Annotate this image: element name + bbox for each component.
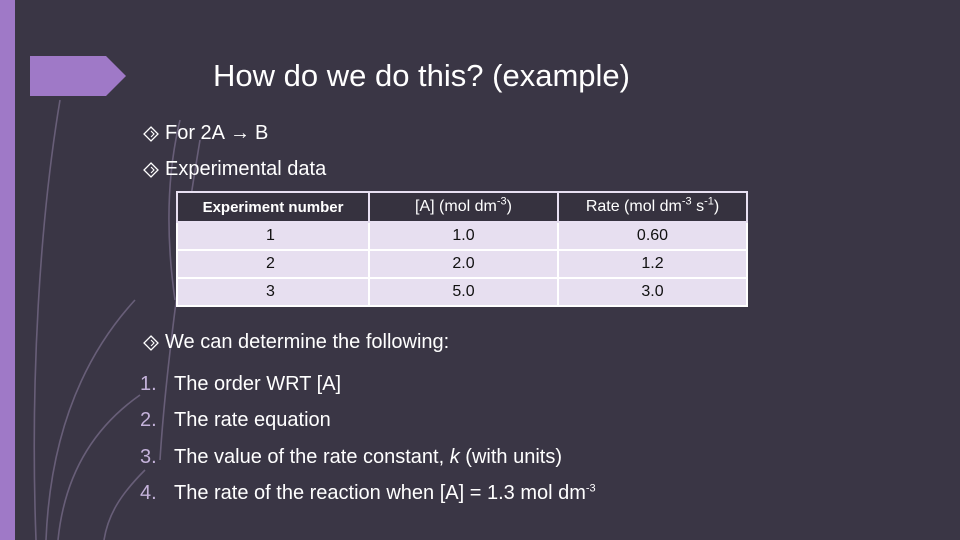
bullet-determine — [143, 331, 449, 354]
list-text — [174, 482, 596, 505]
cell-concentration: 2.0 — [369, 250, 558, 278]
cell-rate: 1.2 — [558, 250, 747, 278]
diamond-bullet-icon — [143, 126, 159, 142]
unit-superscript: -3 — [585, 482, 596, 495]
header-experiment-number: Experiment number — [177, 192, 369, 222]
bullet-text: Experimental data — [165, 158, 327, 180]
cell-experiment: 3 — [177, 278, 369, 306]
table-row — [177, 278, 747, 306]
list-number: 2. — [140, 409, 157, 432]
title-tab-shape — [30, 56, 126, 96]
slide-title: How do we do this? (example) — [213, 58, 630, 93]
cell-rate: 3.0 — [558, 278, 747, 306]
arrow-icon: → — [230, 122, 251, 144]
list-text-a: The value of the rate constant, — [174, 445, 450, 468]
cell-concentration: 1.0 — [369, 222, 558, 250]
list-item — [140, 476, 596, 513]
diamond-bullet-icon — [143, 335, 159, 351]
list-item — [140, 366, 596, 403]
table-header-row — [177, 192, 747, 222]
header-conc-text: [A] (mol dm — [415, 198, 497, 215]
list-item — [140, 403, 596, 440]
cell-concentration: 5.0 — [369, 278, 558, 306]
header-rate-sup2: -1 — [704, 195, 714, 208]
cell-experiment: 1 — [177, 222, 369, 250]
rate-constant-symbol: k — [449, 445, 460, 468]
accent-bar — [0, 0, 15, 540]
reaction-text-b: B — [255, 122, 269, 144]
list-text-a: The rate of the reaction when [A] = 1.3 mol dm — [174, 482, 586, 505]
header-rate-close: ) — [713, 198, 720, 215]
table-row — [177, 222, 747, 250]
list-text: The rate equation — [174, 409, 331, 432]
diamond-bullet-icon — [143, 162, 159, 178]
header-conc-sup: -3 — [496, 195, 507, 208]
header-conc-close: ) — [506, 198, 512, 215]
cell-experiment: 2 — [177, 250, 369, 278]
header-rate-sup1: -3 — [681, 195, 692, 208]
header-rate-text: Rate (mol dm — [585, 198, 682, 215]
header-rate-mid: s — [691, 198, 705, 215]
bullet-reaction — [143, 122, 268, 145]
header-rate — [558, 192, 747, 222]
header-concentration — [369, 192, 558, 222]
bullet-text: We can determine the following: — [165, 331, 450, 353]
numbered-list — [140, 366, 596, 512]
list-text-b: (with units) — [459, 445, 562, 468]
list-text: The order WRT [A] — [174, 372, 342, 395]
bullet-experimental-data — [143, 158, 326, 181]
list-item — [140, 439, 596, 476]
table-row — [177, 250, 747, 278]
list-number: 3. — [140, 445, 157, 468]
experimental-data-table — [176, 191, 748, 307]
list-number: 4. — [140, 482, 157, 505]
list-text — [174, 446, 562, 469]
reaction-text-a: For 2A — [165, 122, 226, 144]
cell-rate: 0.60 — [558, 222, 747, 250]
list-number: 1. — [140, 372, 157, 395]
